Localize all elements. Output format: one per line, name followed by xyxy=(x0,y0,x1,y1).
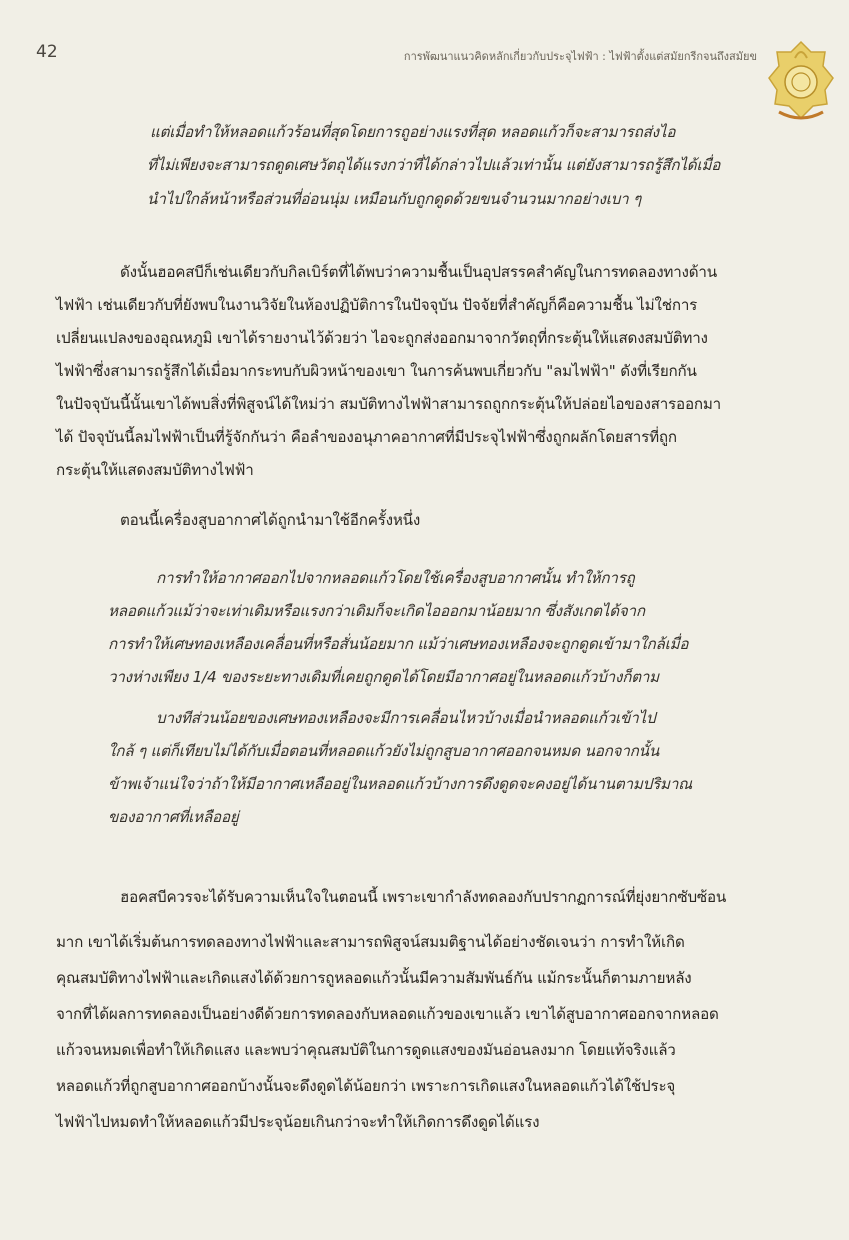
body-line: ดังนั้นฮอคสบีก็เช่นเดียวกับกิลเบิร์ตที่ได้พบว่าความชื้นเป็นอุปสรรคสำคัญในการทดลองทางด้าน xyxy=(120,263,717,281)
body-line: ไฟฟ้า เช่นเดียวกับที่ยังพบในงานวิจัยในห้องปฏิบัติการในปัจจุบัน ปัจจัยที่สำคัญก็คือความชื้น ไม่ใช่การ xyxy=(56,296,698,314)
body-line: มาก เขาได้เริ่มต้นการทดลองทางไฟฟ้าและสามารถพิสูจน์สมมติฐานได้อย่างชัดเจนว่า การทำให้เกิด xyxy=(56,933,685,951)
quotation-block-1 xyxy=(147,120,770,230)
quote-line: บางทีส่วนน้อยของเศษทองเหลืองจะมีการเคลื่อนไหวบ้างเมื่อนำหลอดแก้วเข้าไป xyxy=(156,709,656,727)
quotation-block-3 xyxy=(108,706,768,836)
running-header: การพัฒนาแนวคิดหลักเกี่ยวกับประจุไฟฟ้า : ไฟฟ้าตั้งแต่สมัยกรีกจนถึงสมัยข xyxy=(403,50,757,63)
quote-line: หลอดแก้วแม้ว่าจะเท่าเดิมหรือแรงกว่าเดิมก็จะเกิดไอออกมาน้อยมาก ซึ่งสังเกตได้จาก xyxy=(108,602,645,620)
body-line: ไฟฟ้าไปหมดทำให้หลอดแก้วมีประจุน้อยเกินกว่าจะทำให้เกิดการดึงดูดได้แรง xyxy=(56,1113,540,1131)
body-line: คุณสมบัติทางไฟฟ้าและเกิดแสงได้ด้วยการถูหลอดแก้วนั้นมีความสัมพันธ์กัน แม้กระนั้นก็ตามภายหลัง xyxy=(56,969,692,987)
body-line: ฮอคสบีควรจะได้รับความเห็นใจในตอนนี้ เพราะเขากำลังทดลองกับปรากฏการณ์ที่ยุ่งยากซับซ้อน xyxy=(120,888,727,906)
quotation-block-2 xyxy=(108,566,768,696)
quote-line: การทำให้เศษทองเหลืองเคลื่อนที่หรือสั่นน้อยมาก แม้ว่าเศษทองเหลืองจะถูกดูดเข้ามาใกล้เมื่อ xyxy=(108,635,689,653)
body-line: ตอนนี้เครื่องสูบอากาศได้ถูกนำมาใช้อีกครั้งหนึ่ง xyxy=(120,511,421,529)
body-paragraph-1 xyxy=(56,260,816,500)
body-paragraph-2 xyxy=(120,508,720,538)
body-line: หลอดแก้วที่ถูกสูบอากาศออกบ้างนั้นจะดึงดูดได้น้อยกว่า เพราะการเกิดแสงในหลอดแก้วได้ใช้ประจุ xyxy=(56,1077,676,1095)
body-line: ได้ ปัจจุบันนี้ลมไฟฟ้าเป็นที่รู้จักกันว่า คือลำของอนุภาคอากาศที่มีประจุไฟฟ้าซึ่งถูกผลักโดยสารที่ถูก xyxy=(56,428,677,446)
page-number: 42 xyxy=(36,42,58,62)
body-paragraph-3 xyxy=(56,885,816,1155)
body-line: เปลี่ยนแปลงของอุณหภูมิ เขาได้รายงานไว้ด้วยว่า ไอจะถูกส่งออกมาจากวัตถุที่กระตุ้นให้แสดงสมบัติทาง xyxy=(56,329,708,347)
quote-line: วางห่างเพียง 1/4 ของระยะทางเดิมที่เคยถูกดูดได้โดยมีอากาศอยู่ในหลอดแก้วบ้างก็ตาม xyxy=(108,668,659,686)
quote-line: ที่ไม่เพียงจะสามารถดูดเศษวัตถุได้แรงกว่าที่ได้กล่าวไปแล้วเท่านั้น แต่ยังสามารถรู้สึกได้เมื่อ xyxy=(147,156,721,174)
body-line: จากที่ได้ผลการทดลองเป็นอย่างดีด้วยการทดลองกับหลอดแก้วของเขาแล้ว เขาได้สูบอากาศออกจากหลอด xyxy=(56,1005,719,1023)
quote-line: นำไปใกล้หน้าหรือส่วนที่อ่อนนุ่ม เหมือนกับถูกดูดด้วยขนจำนวนมากอย่างเบา ๆ xyxy=(147,190,642,208)
body-line: กระตุ้นให้แสดงสมบัติทางไฟฟ้า xyxy=(56,461,254,479)
quote-line: การทำให้อากาศออกไปจากหลอดแก้วโดยใช้เครื่องสูบอากาศนั้น ทำให้การถู xyxy=(156,569,635,587)
quote-line: แต่เมื่อทำให้หลอดแก้วร้อนที่สุดโดยการถูอย่างแรงที่สุด หลอดแก้วก็จะสามารถส่งไอ xyxy=(150,123,676,141)
quote-line: ของอากาศที่เหลืออยู่ xyxy=(108,808,239,826)
body-line: ไฟฟ้าซึ่งสามารถรู้สึกได้เมื่อมากระทบกับผิวหน้าของเขา ในการค้นพบเกี่ยวกับ "ลมไฟฟ้า" ดังที่เรียกกัน xyxy=(56,362,697,380)
quote-line: ใกล้ ๆ แต่ก็เทียบไม่ได้กับเมื่อตอนที่หลอดแก้วยังไม่ถูกสูบอากาศออกจนหมด นอกจากนั้น xyxy=(108,742,660,760)
body-line: ในปัจจุบันนี้นั้นเขาได้พบสิ่งที่พิสูจน์ได้ใหม่ว่า สมบัติทางไฟฟ้าสามารถถูกกระตุ้นให้ปล่อยไอของสารออกมา xyxy=(56,395,721,413)
body-line: แก้วจนหมดเพื่อทำให้เกิดแสง และพบว่าคุณสมบัติในการดูดแสงของมันอ่อนลงมาก โดยแท้จริงแล้ว xyxy=(56,1041,676,1059)
quote-line: ข้าพเจ้าแน่ใจว่าถ้าให้มีอากาศเหลืออยู่ในหลอดแก้วบ้างการดึงดูดจะคงอยู่ได้นานตามปริมาณ xyxy=(108,775,693,793)
institution-seal-emblem-icon xyxy=(765,38,837,124)
